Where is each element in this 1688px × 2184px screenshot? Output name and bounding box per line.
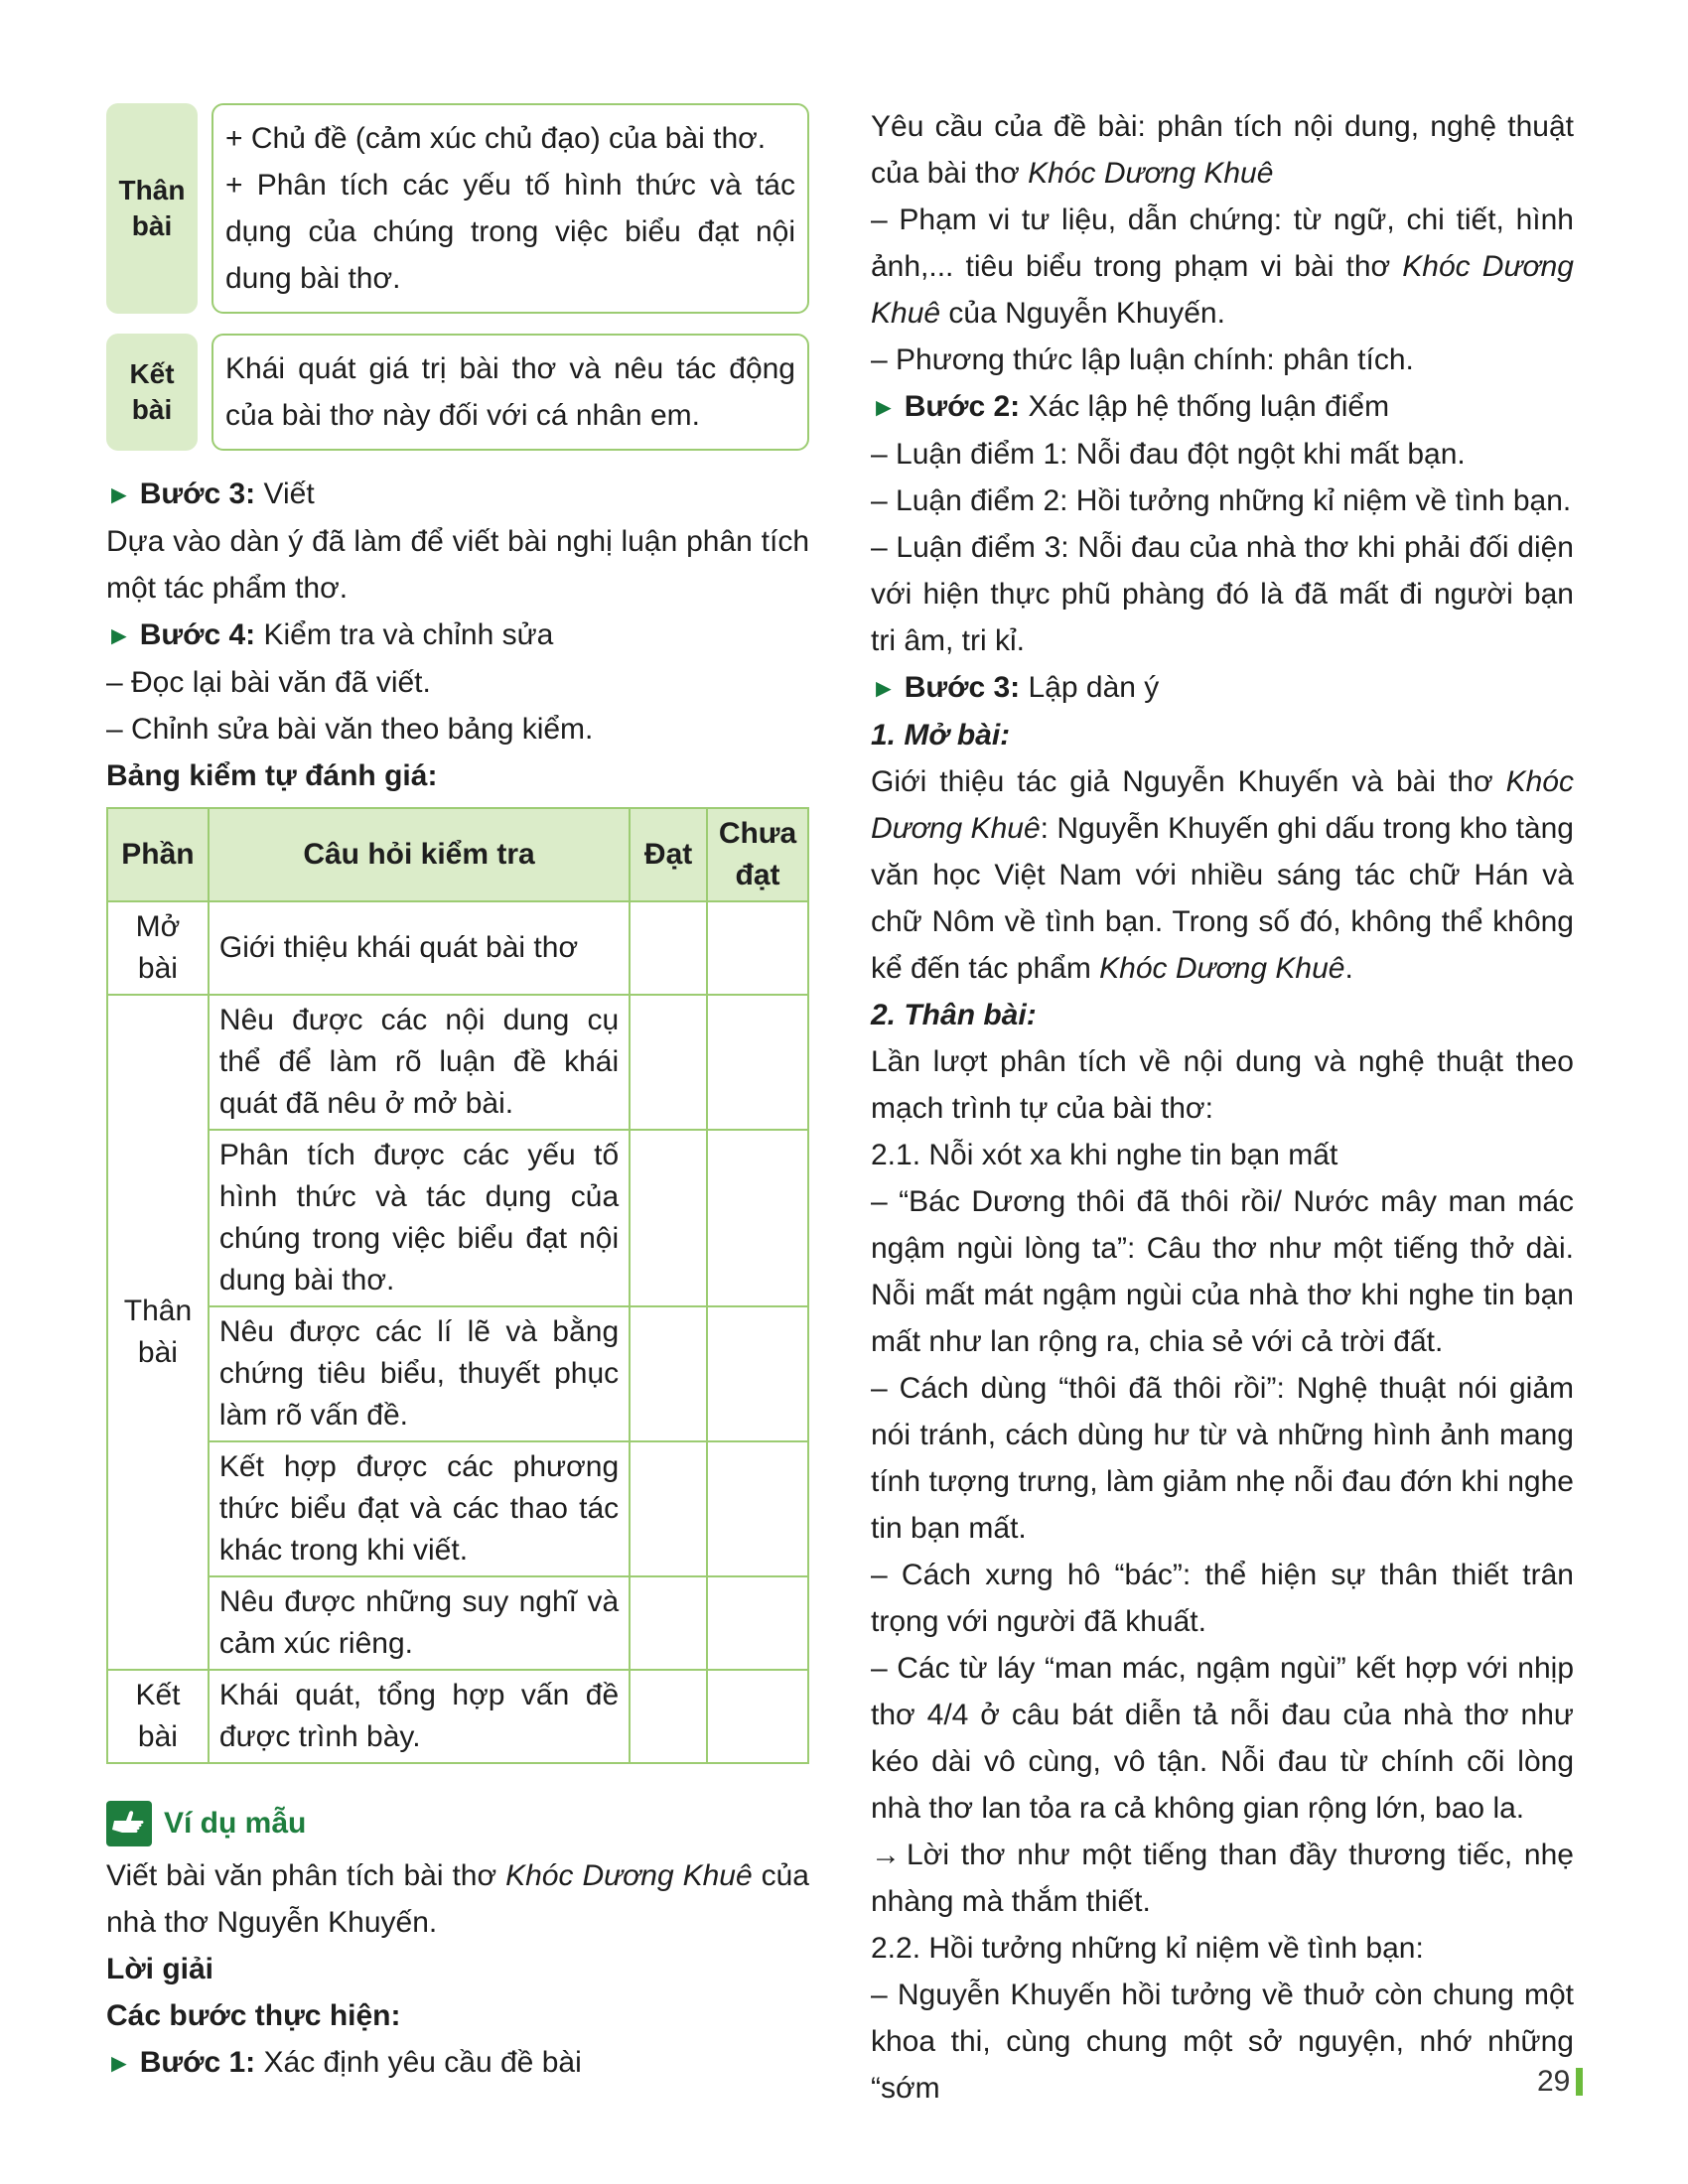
pass-cell [630, 901, 707, 995]
part-cell: Thân bài [107, 995, 209, 1670]
page-number-text: 29 [1537, 2065, 1571, 2098]
pass-cell [630, 1130, 707, 1306]
table-row [107, 1670, 808, 1763]
text-run: : Nguyễn Khuyến ghi dấu trong kho tàng văn học Việt Nam với nhiều sáng tác chữ Hán và chữ Nôm về tình bạn. Trong số đó, không thể không kể đến tác phẩm [871, 812, 1574, 985]
fail-cell [707, 1576, 808, 1670]
part-cell: Mở bài [107, 901, 209, 995]
table-row [107, 901, 808, 995]
fail-cell [707, 1306, 808, 1441]
step-label: Bước 2: [904, 390, 1021, 423]
analysis-item: – Cách dùng “thôi đã thôi rồi”: Nghệ thuật nói giảm nói tránh, cách dùng hư từ và những hình ảnh mang tính tượng trưng, làm giảm nhẹ nỗi đau đớn khi nghe tin bạn mất. [871, 1372, 1574, 1545]
step-title: Xác lập hệ thống luận điểm [1028, 390, 1390, 423]
text-run: của Nguyễn Khuyến. [940, 297, 1225, 330]
body-intro: Lần lượt phân tích về nội dung và nghệ thuật theo mạch trình tự của bài thơ: [871, 1045, 1574, 1125]
table-row [107, 1130, 808, 1306]
example-title: Ví dụ mẫu [164, 1807, 307, 1840]
scope-text [871, 197, 1574, 337]
step-label: Bước 4: [139, 618, 256, 651]
intro-heading: 1. Mở bài: [871, 719, 1011, 751]
thesis-item: – Luận điểm 2: Hồi tưởng những kỉ niệm về tình bạn. [871, 484, 1572, 517]
fail-cell [707, 1670, 808, 1763]
step4-item: – Chỉnh sửa bài văn theo bảng kiểm. [106, 713, 594, 746]
triangle-bullet-icon: ► [106, 620, 132, 650]
example-heading [106, 1800, 809, 1846]
fail-cell [707, 901, 808, 995]
pass-cell [630, 1306, 707, 1441]
step2-heading [871, 383, 1574, 431]
pass-cell [630, 1441, 707, 1576]
outline-line: + Chủ đề (cảm xúc chủ đạo) của bài thơ. [225, 122, 767, 155]
question-cell: Nêu được các lí lẽ và bằng chứng tiêu biểu, thuyết phục làm rõ vấn đề. [209, 1306, 630, 1441]
text-run: . [1344, 952, 1353, 985]
header-fail: Chưa đạt [707, 808, 808, 901]
analysis-item: – Các từ láy “man mác, ngậm ngùi” kết hợp với nhịp thơ 4/4 ở câu bát diễn tả nỗi đau của nhà thơ như kéo dài vô cùng, vô tận. Nỗi đau từ chính cõi lòng nhà thơ lan tỏa ra cả không gian rộng lớn, bao la. [871, 1652, 1574, 1825]
poem-title: Khóc Dương Khuê [871, 250, 1574, 330]
analysis-item: – Cách xưng hô “bác”: thể hiện sự thân thiết trân trọng với người đã khuất. [871, 1559, 1574, 1638]
requirement-text [871, 103, 1574, 197]
step-label: Bước 1: [139, 2046, 256, 2079]
triangle-bullet-icon: ► [871, 673, 897, 703]
section-2-2-heading: 2.2. Hồi tưởng những kỉ niệm về tình bạn: [871, 1932, 1424, 1965]
text-run: Lời thơ như một tiếng than đầy thương tiếc, nhẹ nhàng mà thắm thiết. [871, 1839, 1574, 1918]
page-number [1537, 2065, 1583, 2099]
pointing-hand-icon [106, 1801, 152, 1846]
table-row [107, 1306, 808, 1441]
text-run: của nhà thơ Nguyễn Khuyến. [106, 1859, 809, 1939]
analysis-item: – Nguyễn Khuyến hồi tưởng về thuở còn chung một khoa thi, cùng chung một sở nguyện, nhớ những “sớm [871, 1979, 1574, 2105]
step1-heading [106, 2039, 809, 2087]
thesis-item: – Luận điểm 3: Nỗi đau của nhà thơ khi phải đối diện với hiện thực phũ phàng đó là đã mất đi người bạn tri âm, tri kỉ. [871, 531, 1574, 657]
triangle-bullet-icon: ► [106, 479, 132, 509]
question-cell: Khái quát, tổng hợp vấn đề được trình bày. [209, 1670, 630, 1763]
method-text: – Phương thức lập luận chính: phân tích. [871, 343, 1414, 376]
step-label: Bước 3: [139, 478, 256, 510]
outline-box-body [211, 103, 809, 314]
steps-title: Các bước thực hiện: [106, 1999, 401, 2032]
body-heading: 2. Thân bài: [871, 999, 1037, 1031]
arrow-right-icon: → [871, 1839, 901, 1871]
table-row [107, 995, 808, 1130]
question-cell: Nêu được những suy nghĩ và cảm xúc riêng. [209, 1576, 630, 1670]
section-2-1-heading: 2.1. Nỗi xót xa khi nghe tin bạn mất [871, 1139, 1338, 1171]
step3-text: Dựa vào dàn ý đã làm để viết bài nghị luận phân tích một tác phẩm thơ. [106, 525, 809, 605]
fail-cell [707, 1441, 808, 1576]
outline-label-conclusion: Kết bài [106, 334, 198, 451]
step-title: Xác định yêu cầu đề bài [263, 2046, 582, 2079]
checklist-title: Bảng kiểm tự đánh giá: [106, 759, 438, 792]
step-title: Viết [263, 478, 315, 510]
header-part: Phần [107, 808, 209, 901]
question-cell: Kết hợp được các phương thức biểu đạt và các thao tác khác trong khi viết. [209, 1441, 630, 1576]
left-column [106, 103, 809, 2087]
outline-label-body: Thân bài [106, 103, 198, 314]
text-run: Viết bài văn phân tích bài thơ [106, 1859, 506, 1892]
outline-row-conclusion [106, 334, 809, 451]
example-prompt [106, 1852, 809, 1946]
text-run: Yêu cầu của đề bài: phân tích nội dung, nghệ thuật của bài thơ [871, 110, 1574, 190]
poem-title: Khóc Dương Khuê [505, 1859, 753, 1892]
pass-cell [630, 995, 707, 1130]
poem-title: Khóc Dương Khuê [871, 765, 1574, 845]
outline-row-body [106, 103, 809, 314]
pass-cell [630, 1576, 707, 1670]
table-row [107, 1441, 808, 1576]
outline-box-conclusion [211, 334, 809, 451]
part-cell: Kết bài [107, 1670, 209, 1763]
step4-item: – Đọc lại bài văn đã viết. [106, 666, 431, 699]
thesis-item: – Luận điểm 1: Nỗi đau đột ngột khi mất bạn. [871, 438, 1466, 471]
text-run: Giới thiệu tác giả Nguyễn Khuyến và bài thơ [871, 765, 1506, 798]
step-title: Lập dàn ý [1028, 671, 1160, 704]
intro-text [871, 758, 1574, 992]
fail-cell [707, 995, 808, 1130]
text-run: – Phạm vi tư liệu, dẫn chứng: từ ngữ, chi tiết, hình ảnh,... tiêu biểu trong phạm vi bài thơ [871, 204, 1574, 283]
question-cell: Giới thiệu khái quát bài thơ [209, 901, 630, 995]
step-title: Kiểm tra và chỉnh sửa [263, 618, 554, 651]
triangle-bullet-icon: ► [871, 392, 897, 422]
header-question: Câu hỏi kiểm tra [209, 808, 630, 901]
poem-title: Khóc Dương Khuê [1028, 157, 1274, 190]
fail-cell [707, 1130, 808, 1306]
poem-title: Khóc Dương Khuê [1099, 952, 1345, 985]
question-cell: Phân tích được các yếu tố hình thức và tác dụng của chúng trong việc biểu đạt nội dung bài thơ. [209, 1130, 630, 1306]
header-pass: Đạt [630, 808, 707, 901]
solution-heading: Lời giải [106, 1953, 214, 1985]
question-cell: Nêu được các nội dung cụ thể để làm rõ luận đề khái quát đã nêu ở mở bài. [209, 995, 630, 1130]
pass-cell [630, 1670, 707, 1763]
right-column [871, 103, 1574, 2112]
step4-heading [106, 612, 809, 659]
conclusion-line [871, 1832, 1574, 1925]
step3-outline-heading [871, 664, 1574, 712]
checklist-table [106, 807, 809, 1764]
outline-line: + Phân tích các yếu tố hình thức và tác dụng của chúng trong việc biểu đạt nội dung bài thơ. [225, 169, 795, 295]
table-header-row [107, 808, 808, 901]
triangle-bullet-icon: ► [106, 2048, 132, 2078]
step-label: Bước 3: [904, 671, 1021, 704]
table-row [107, 1576, 808, 1670]
outline-line: Khái quát giá trị bài thơ và nêu tác động của bài thơ này đối với cá nhân em. [225, 352, 795, 432]
page-number-bar [1576, 2068, 1583, 2096]
step3-heading [106, 471, 809, 518]
analysis-item: – “Bác Dương thôi đã thôi rồi/ Nước mây man mác ngậm ngùi lòng ta”: Câu thơ như một tiếng thở dài. Nỗi mất mát ngậm ngùi của nhà thơ khi nghe tin bạn mất như lan rộng ra, chia sẻ với cả trời đất. [871, 1185, 1574, 1358]
